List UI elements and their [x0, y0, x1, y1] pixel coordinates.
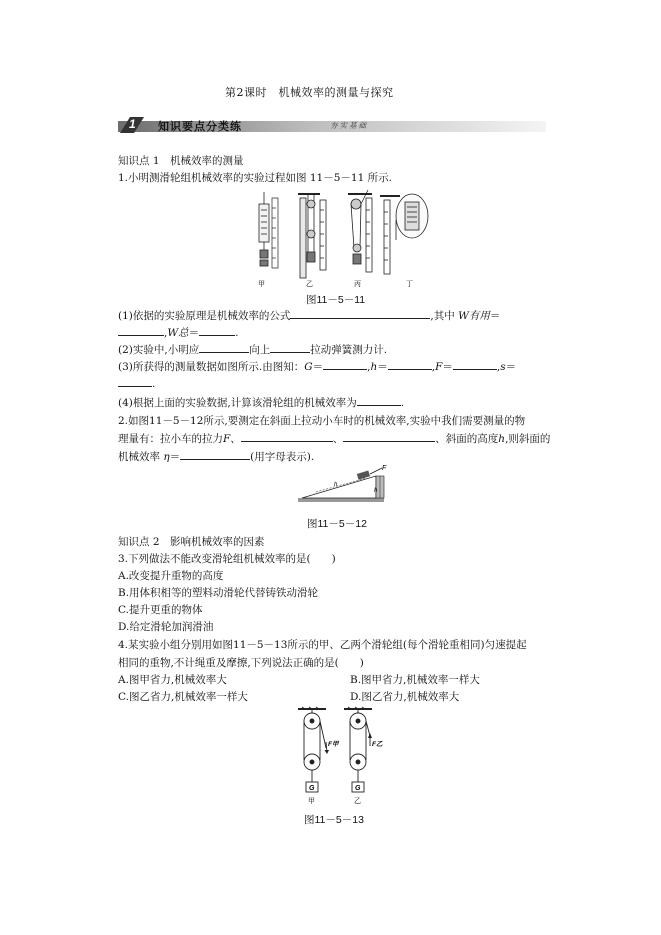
- q2-line2-text-a: 理量有：拉小车的拉力: [118, 433, 223, 445]
- blank-w-total[interactable]: [199, 325, 235, 336]
- q2-var-h: h: [498, 433, 506, 445]
- fig2-label-h2: h: [374, 488, 378, 494]
- page-title: 第2课时 机械效率的测量与探究: [225, 86, 394, 99]
- pulley-rig-yi: [298, 194, 326, 278]
- pulley-system-jia: [298, 707, 326, 792]
- blank-efficiency[interactable]: [357, 395, 401, 406]
- q4-option-a[interactable]: A.图甲省力,机械效率大: [118, 674, 227, 686]
- blank-incline-efficiency[interactable]: [180, 449, 250, 460]
- label-yi: 乙: [354, 798, 361, 805]
- q2-line3: [118, 449, 314, 464]
- q1-period-2: .: [152, 378, 156, 390]
- pulley-rig-bing: [348, 190, 372, 272]
- label-f-jia: F甲: [328, 741, 339, 748]
- arrowhead-f-jia: [325, 750, 330, 754]
- q3-stem: 3.下列做法不能改变滑轮组机械效率的是( ): [118, 553, 336, 565]
- section-banner: [118, 117, 546, 134]
- q4-line1: 4.某实验小组分别用如图11－5－13所示的甲、乙两个滑轮组(每个滑轮重相同)匀速提起: [118, 639, 527, 651]
- q4-line2: 相同的重物,不计绳重及摩擦,下列说法正确的是( ): [118, 657, 364, 669]
- q1-part1-text-b: ,其中: [430, 310, 455, 322]
- q1-eq-f: ＝: [442, 361, 453, 373]
- q1-part2-text-c: 拉动弹簧测力计.: [310, 344, 388, 356]
- q1-comma: ,: [164, 327, 168, 339]
- label-g-jia: G: [309, 785, 315, 792]
- q1-part3-text: (3)所获得的测量数据如图所示.由图知：: [118, 361, 305, 373]
- var-f: F: [435, 361, 443, 373]
- q1-part2-text-b: 向上: [249, 344, 271, 356]
- blank-s[interactable]: [118, 376, 152, 387]
- q2-var-f: F: [223, 433, 231, 445]
- blank-h[interactable]: [388, 359, 432, 370]
- q3-option-c[interactable]: C.提升更重的物体: [118, 604, 203, 616]
- q1-part2: [118, 342, 387, 357]
- label-f-yi: F乙: [372, 741, 383, 748]
- q3-option-b[interactable]: B.用体积相等的塑料动滑轮代替铸铁动滑轮: [118, 587, 319, 599]
- fig1-label-yi: 乙: [306, 281, 313, 288]
- q2-sep-1: 、: [230, 433, 241, 445]
- q1-part3: [118, 359, 516, 374]
- q1-part3-line2: [118, 376, 155, 390]
- figure-11-5-13: [296, 706, 383, 810]
- q2-line2-text-c: ,则斜面的: [505, 433, 551, 445]
- q1-part4-text: (4)根据上面的实验数据,计算该滑轮组的机械效率为: [118, 397, 357, 409]
- blank-f[interactable]: [453, 359, 497, 370]
- blank-g[interactable]: [323, 359, 367, 370]
- fig2-label-f: F: [382, 465, 387, 472]
- q1-eq-h: ＝: [377, 361, 388, 373]
- pulley-system-yi: [344, 707, 372, 792]
- incline-slope: [302, 476, 376, 498]
- w-useful-symbol: W有用: [458, 310, 490, 322]
- q2-line3-text-a: 机械效率: [118, 451, 160, 463]
- q4-option-d[interactable]: D.图乙省力,机械效率大: [350, 691, 460, 703]
- q1-part1: [118, 308, 500, 323]
- blank-quantity-2[interactable]: [343, 431, 435, 442]
- fig1-label-ding: 丁: [406, 281, 413, 288]
- blank-quantity-1[interactable]: [241, 431, 333, 442]
- q1-period: .: [235, 327, 239, 339]
- figure-11-5-12-caption: 图11－5－12: [307, 518, 367, 530]
- fig2-label-h1: h: [334, 482, 338, 488]
- q2-eq: ＝: [169, 451, 181, 463]
- eta-symbol: η: [163, 451, 170, 463]
- pull-rope: [370, 468, 382, 474]
- blank-formula[interactable]: [290, 308, 430, 319]
- label-g-yi: G: [355, 785, 361, 792]
- q1-eq-s: ＝: [505, 361, 517, 373]
- figure-11-5-12: [296, 462, 388, 512]
- q1-eq-1: ＝: [489, 310, 501, 322]
- kp1-heading: 知识点 1 机械效率的测量: [118, 155, 244, 167]
- q1-part4: [118, 395, 404, 410]
- pulley-rig-ding: [380, 194, 428, 274]
- blank-direction[interactable]: [270, 342, 310, 353]
- q1-period-3: .: [400, 397, 405, 409]
- q2-line2-text-b: 、斜面的高度: [435, 433, 499, 445]
- q1-part2-text-a: (2)实验中,小明应: [118, 344, 200, 356]
- q1-sep-3: ,: [496, 361, 501, 373]
- q1-part1-line2: [118, 325, 238, 340]
- blank-manner[interactable]: [199, 342, 249, 353]
- var-g: G: [304, 361, 313, 373]
- w-total-symbol: W总: [167, 327, 189, 339]
- spring-scale-jia: [259, 192, 269, 266]
- incline-base: [298, 498, 384, 502]
- q2-line1: 2.如图11－5－12所示,要测定在斜面上拉动小车时的机械效率,实验中我们需要测量的物: [118, 415, 526, 427]
- q1-sep-2: ,: [431, 361, 436, 373]
- q3-option-d[interactable]: D.给定滑轮加润滑油: [118, 621, 214, 633]
- q1-eq-2: ＝: [188, 327, 200, 339]
- q2-sep-2: 、: [332, 433, 344, 445]
- banner-label: 知识要点分类练: [158, 120, 242, 133]
- q4-option-b[interactable]: B.图甲省力,机械效率一样大: [350, 674, 480, 686]
- fig1-label-jia: 甲: [258, 281, 265, 288]
- banner-tag: 夯实基础: [330, 121, 368, 130]
- figure-11-5-11-caption: 图11－5－11: [306, 294, 366, 306]
- banner-number: 1: [129, 117, 136, 131]
- q1-sep-1: ,: [367, 361, 371, 373]
- label-jia: 甲: [308, 798, 315, 805]
- fig1-label-bing: 丙: [354, 281, 361, 288]
- arrowhead-f-yi: [368, 733, 372, 738]
- blank-w-useful[interactable]: [118, 325, 164, 336]
- var-h: h: [370, 361, 378, 373]
- q4-option-c[interactable]: C.图乙省力,机械效率一样大: [118, 691, 248, 703]
- ruler-jia: [272, 198, 278, 268]
- figure-11-5-11: [250, 190, 430, 290]
- kp2-heading: 知识点 2 影响机械效率的因素: [118, 536, 265, 548]
- q1-eq-g: ＝: [312, 361, 324, 373]
- var-s: s: [500, 361, 506, 373]
- q1-part1-text-a: (1)依据的实验原理是机械效率的公式: [118, 310, 291, 322]
- q2-line2: [118, 431, 550, 446]
- q1-stem: 1.小明测滑轮组机械效率的实验过程如图 11－5－11 所示.: [118, 172, 392, 184]
- q2-line3-text-b: (用字母表示).: [250, 451, 315, 463]
- figure-11-5-13-caption: 图11－5－13: [304, 814, 364, 826]
- q3-option-a[interactable]: A.改变提升重物的高度: [118, 570, 224, 582]
